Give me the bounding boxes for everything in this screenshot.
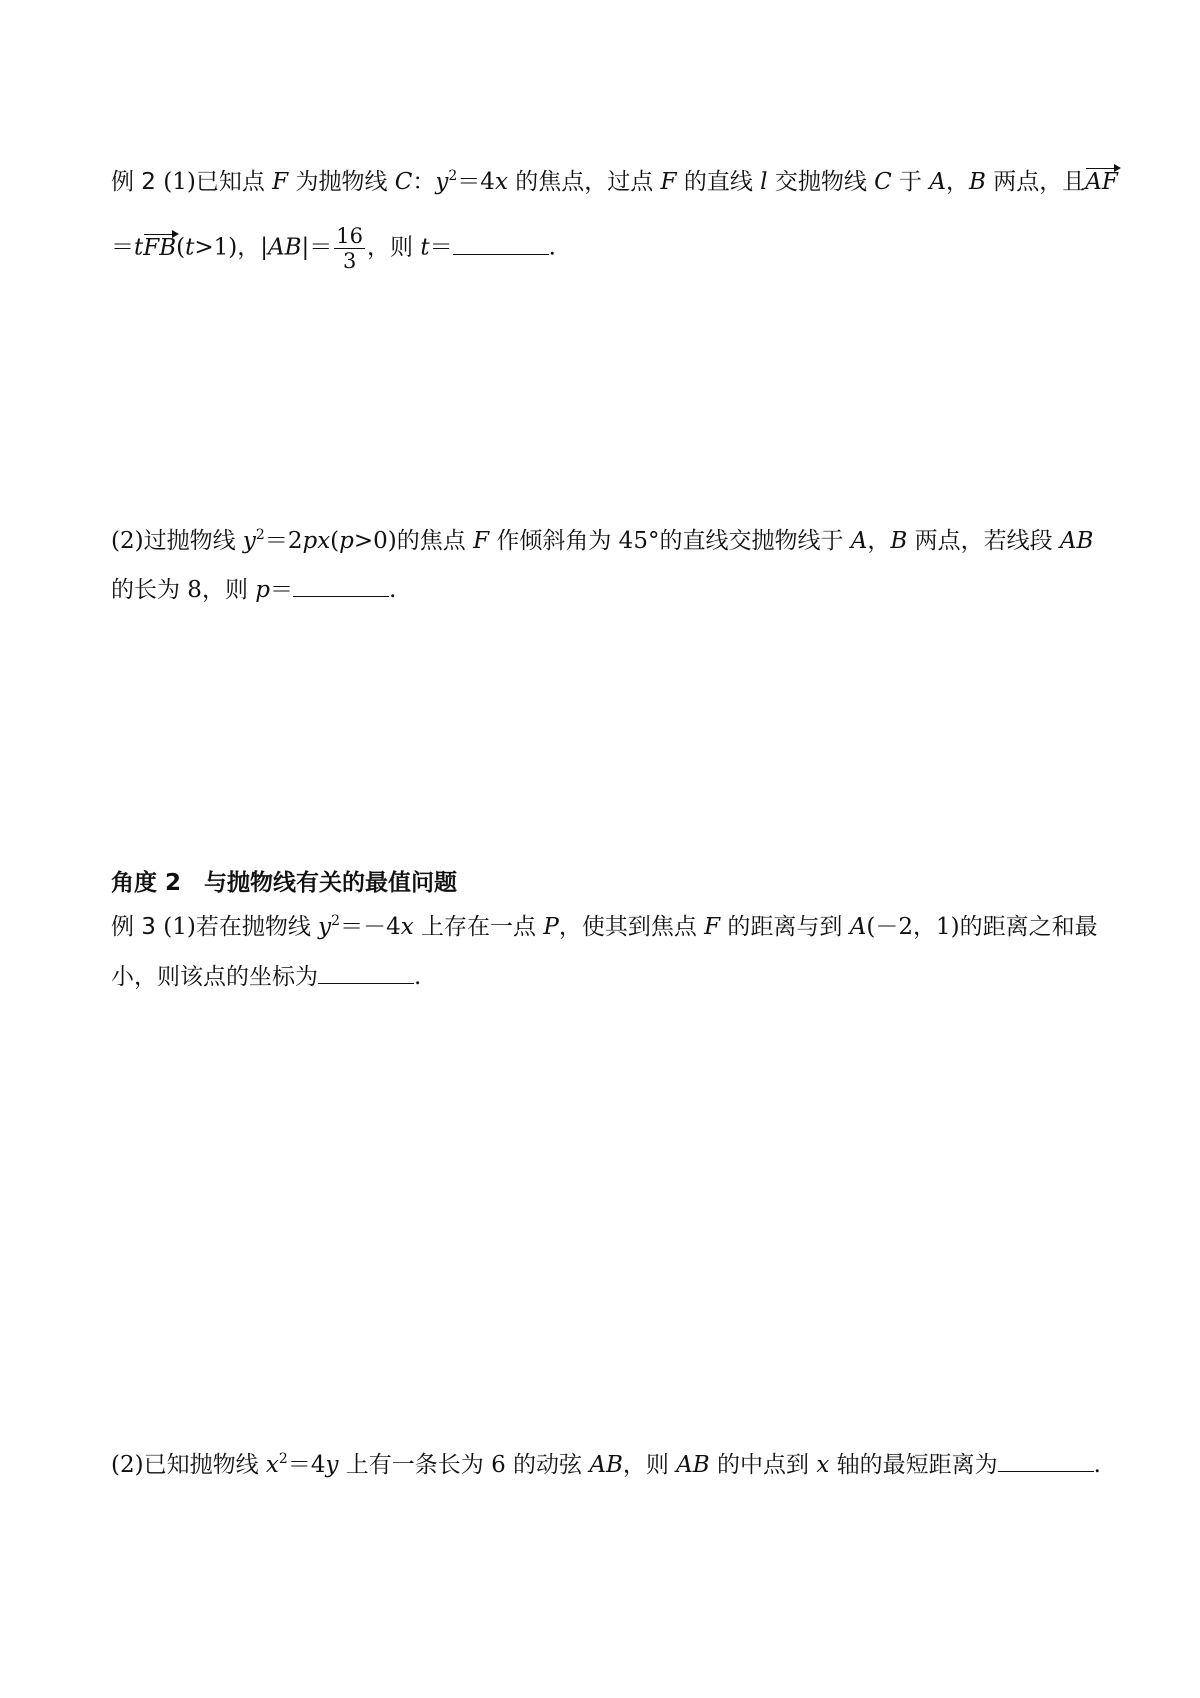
vector-FB: FB <box>143 234 177 261</box>
ex3-q1-text: 的距离与到 <box>727 914 843 940</box>
ex2-q2-text: (2)过抛物线 <box>111 528 236 554</box>
ex2-q1-text: ( <box>176 234 186 261</box>
ex3-q1-line1: 例 3 (1)若在抛物线 $y^2=-4x$ 上存在一点 P，使其到焦点 F 的距离与到 A(－2，1)的距离之和最 <box>111 913 1098 940</box>
ex2-q1-text: 于 <box>899 169 923 195</box>
ex3-q2-text: 轴的最短距离为 <box>836 1452 998 1478</box>
ex2-q1-text: 两点，且 <box>993 169 1086 195</box>
ex3-q2-text: ＝4 <box>287 1452 326 1478</box>
ex2-q1-text: 的焦点，过点 <box>515 169 654 195</box>
ex2-q1-text: (1)已知点 <box>163 169 265 195</box>
ex2-q1-text: 为抛物线 <box>295 169 388 195</box>
ex3-q2-text: (2)已知抛物线 <box>111 1452 259 1478</box>
ex2-q1-text: >1)，| <box>194 234 268 261</box>
ex3-q2-line1: (2)已知抛物线 $x^2=4y$ 上有一条长为 6 的动弦 AB，则 AB 的中点到 x 轴的最短距离为 . <box>111 1451 1101 1478</box>
ex2-q2-line1: (2)过抛物线 $y^2=2px(p>0)$的焦点 F 作倾斜角为 45°的直线交抛物线于 A，B 两点，若线段 AB <box>111 527 1094 554</box>
ex3-q1-text: (－2，1)的距离之和最 <box>866 914 1098 940</box>
example-label: 例 2 <box>111 169 156 195</box>
answer-blank[interactable] <box>293 578 389 597</box>
ex2-q2-text: 的长为 8，则 <box>111 577 248 603</box>
ex3-q1-text: (1)若在抛物线 <box>163 914 311 940</box>
vector-AF: AF <box>1085 169 1118 195</box>
ex3-q2-text: ，则 <box>622 1452 669 1478</box>
example-label: 例 3 <box>111 914 156 940</box>
ex2-q1-text: ＝ <box>429 234 453 261</box>
answer-blank[interactable] <box>453 236 549 255</box>
ex2-q2-text: 两点，若线段 <box>914 528 1053 554</box>
ex2-q2-line2: 的长为 8，则 p＝ . <box>111 577 397 603</box>
ex2-q2-text: ＝2 <box>264 528 303 554</box>
ex2-q2-text: ＝ <box>270 577 293 603</box>
ex3-q1-line2: 小，则该点的坐标为 . <box>111 964 422 990</box>
section-heading: 角度 2 与抛物线有关的最值问题 <box>111 870 458 896</box>
ex3-q2-text: 上有一条长为 6 的动弦 <box>345 1452 583 1478</box>
answer-blank[interactable] <box>318 965 414 984</box>
ex3-q1-text: 上存在一点 <box>421 914 537 940</box>
ex2-q1-text: |＝ <box>301 234 333 261</box>
fraction-16-3: $\frac{16}{3}$ <box>336 224 363 273</box>
ex3-q1-text: ＝－4 <box>340 914 401 940</box>
ex2-q2-text: >0)的焦点 <box>353 528 466 554</box>
ex2-q1-text: ，则 <box>367 234 413 261</box>
ex2-q1-line1: 例 2 (1)已知点 F 为抛物线 C：$y^2=4x$ 的焦点，过点 F 的直线 l 交抛物线 C 于 A，B 两点，且AF <box>111 168 1118 195</box>
answer-blank[interactable] <box>998 1453 1094 1472</box>
ex2-q1-text: 交抛物线 <box>774 169 867 195</box>
ex2-q2-text: 作倾斜角为 45°的直线交抛物线于 <box>496 528 844 554</box>
ex3-q1-text: ，使其到焦点 <box>558 914 697 940</box>
ex3-q1-text: 小，则该点的坐标为 <box>111 964 318 990</box>
ex2-q1-line2: ＝tFB(t>1)，|AB|＝ $\frac{16}{3}$ ，则 t＝ . <box>111 224 556 273</box>
ex2-q1-text: 的直线 <box>683 169 753 195</box>
ex3-q2-text: 的中点到 <box>717 1452 809 1478</box>
